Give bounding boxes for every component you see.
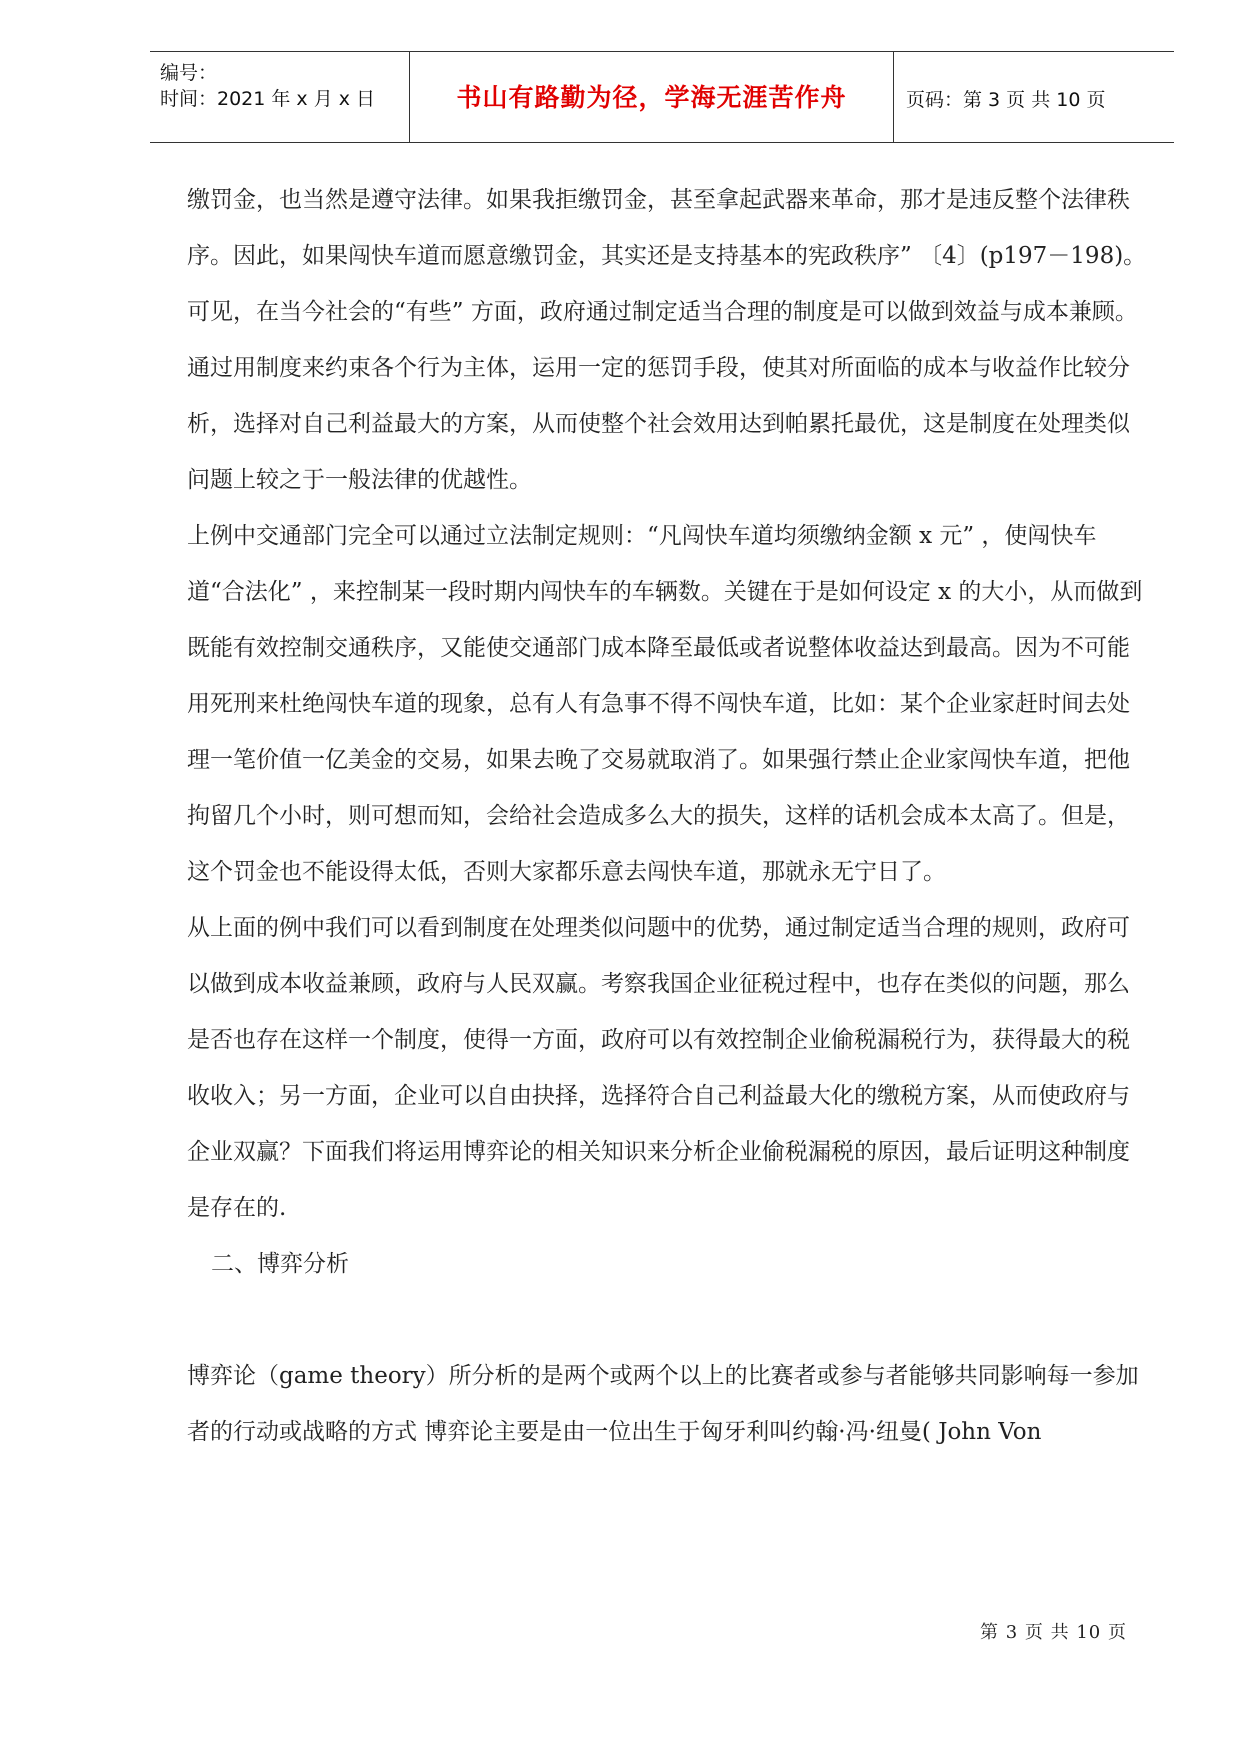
spacer [187, 1292, 1147, 1348]
header-time: 时间：2021 年 x 月 x 日 [160, 88, 376, 110]
paragraph: 从上面的例中我们可以看到制度在处理类似问题中的优势，通过制定适当合理的规则，政府可以做到成本收益兼顾，政府与人民双赢。考察我国企业征税过程中，也存在类似的问题，那么是否也存在这样一个制度，使得一方面，政府可以有效控制企业偷税漏税行为，获得最大的税收收入；另一方面，企业可以自由抉择，选择符合自己利益最大化的缴税方案，从而使政府与企业双赢？下面我们将运用博弈论的相关知识来分析企业偷税漏税的原因，最后证明这种制度是存在的. [187, 915, 1130, 1221]
section-title: 二、博弈分析 [211, 1251, 349, 1277]
page-header [150, 51, 1174, 143]
header-page-code: 页码：第 3 页 共 10 页 [906, 89, 1106, 111]
header-meta [150, 52, 410, 142]
paragraph: 可见，在当今社会的“有些” 方面，政府通过制定适当合理的制度是可以做到效益与成本兼顾。通过用制度来约束各个行为主体，运用一定的惩罚手段，使其对所面临的成本与收益作比较分析，选择对自己利益最大的方案，从而使整个社会效用达到帕累托最优，这是制度在处理类似问题上较之于一般法律的优越性。 [187, 299, 1138, 493]
header-number-label: 编号： [160, 62, 218, 84]
page-footer: 第 3 页 共 10 页 [980, 1622, 1127, 1643]
document-body [187, 172, 1147, 1460]
paragraph: 上例中交通部门完全可以通过立法制定规则：“凡闯快车道均须缴纳金额 x 元” ，使闯快车道“合法化” ，来控制某一段时期内闯快车的车辆数。关键在于是如何设定 x 的大小，从而做到既能有效控制交通秩序，又能使交通部门成本降至最低或者说整体收益达到最高。因为不可能用死刑来杜绝闯快车道的现象，总有人有急事不得不闯快车道，比如：某个企业家赶时间去处理一笔价值一亿美金的交易，如果去晚了交易就取消了。如果强行禁止企业家闯快车道，把他拘留几个小时，则可想而知，会给社会造成多么大的损失，这样的话机会成本太高了。但是，这个罚金也不能设得太低，否则大家都乐意去闯快车道，那就永无宁日了。 [187, 523, 1143, 885]
paragraph: 缴罚金，也当然是遵守法律。如果我拒缴罚金，甚至拿起武器来革命，那才是违反整个法律秩序。因此，如果闯快车道而愿意缴罚金，其实还是支持基本的宪政秩序” 〔4〕(p197－198)。 [187, 187, 1147, 269]
paragraph: 博弈论（game theory）所分析的是两个或两个以上的比赛者或参与者能够共同影响每一参加者的行动或战略的方式 博弈论主要是由一位出生于匈牙利叫约翰·冯·纽曼( John Von [187, 1363, 1139, 1445]
header-motto: 书山有路勤为径，学海无涯苦作舟 [410, 52, 894, 142]
